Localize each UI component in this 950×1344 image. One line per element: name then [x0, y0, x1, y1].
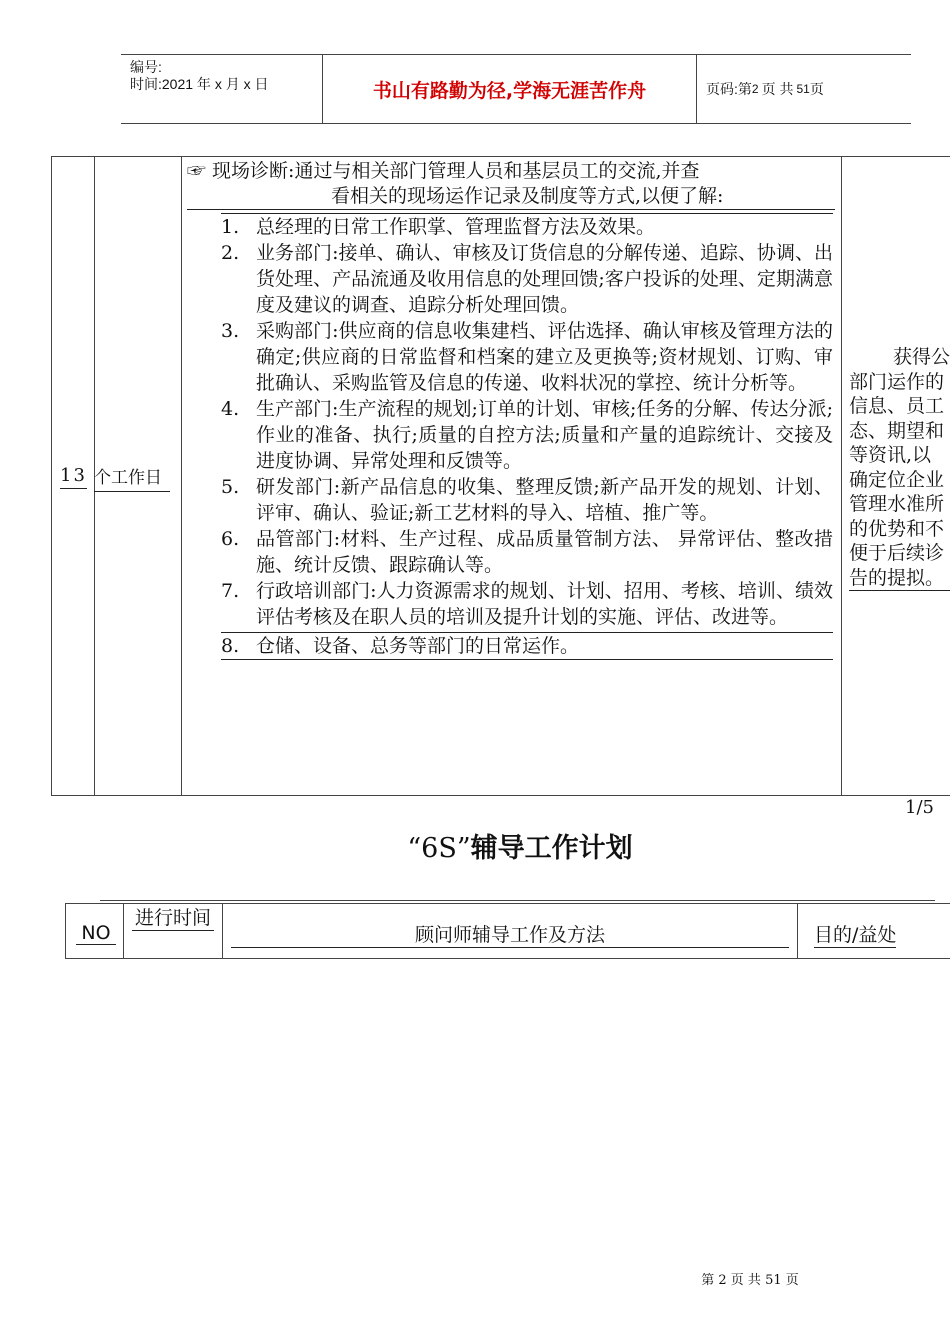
page-info-middle: 页 共	[761, 81, 794, 97]
page-header	[121, 54, 911, 124]
list-item-number: 5.	[221, 476, 240, 498]
goal-line: 信息、员工	[849, 395, 945, 417]
list-item-text: 品管部门:材料、生产过程、成品质量管制方法、 异常评估、整改措施、统计反馈、跟踪确认等。	[256, 528, 833, 576]
list-item-number: 8.	[221, 635, 240, 657]
row-number: 13	[60, 465, 87, 489]
method-cell	[181, 157, 841, 795]
list-item-number: 3.	[221, 320, 240, 342]
footer-current-page: 2	[718, 1273, 727, 1288]
list-item-text: 研发部门:新产品信息的收集、整理反馈;新产品开发的规划、计划、评审、确认、验证;新工艺材料的导入、培植、推广等。	[256, 476, 833, 524]
goal-line: 确定位企业	[849, 468, 945, 491]
list-item	[221, 396, 833, 474]
list-item-text: 行政培训部门:人力资源需求的规划、计划、招用、考核、培训、绩效评估考核及在职人员的培训及提升计划的实施、评估、改进等。	[256, 580, 833, 628]
plan-col-time-cell	[123, 904, 222, 958]
goal-line: 管理水准所	[849, 493, 945, 515]
diagnosis-line-1: ☞ 现场诊断:通过与相关部门管理人员和基层员工的交流,并查	[187, 160, 700, 182]
list-item	[221, 213, 833, 240]
title-open-quote: “	[407, 833, 422, 864]
page-info-total: 51	[796, 82, 810, 96]
list-item-text: 业务部门:接单、确认、审核及订货信息的分解传递、追踪、协调、出货处理、产品流通及收用信息的处理回馈;客户投诉的处理、定期满意度及建议的调查、追踪分析处理回馈。	[256, 242, 833, 316]
goal-line: 的优势和不	[849, 517, 945, 540]
row-duration: 个工作日	[94, 463, 170, 492]
list-item-number: 4.	[221, 398, 240, 420]
list-item-text: 仓储、设备、总务等部门的日常运作。	[256, 635, 580, 657]
consulting-plan-table	[51, 156, 950, 796]
footer-prefix: 第	[701, 1273, 715, 1288]
list-item	[221, 578, 833, 630]
header-meta	[121, 55, 323, 123]
diagnosis-line-2: 看相关的现场运作记录及制度等方式,以便了解:	[187, 184, 835, 210]
plan-col-goal-cell	[797, 904, 950, 958]
goal-line: 获得公	[893, 346, 950, 368]
goal-line: 便于后续诊	[849, 542, 945, 564]
list-item-number: 7.	[221, 580, 240, 602]
plan-col-no-cell	[65, 904, 123, 958]
plan-table-header	[65, 903, 950, 959]
plan-col-method-cell	[222, 904, 797, 958]
footer-suffix: 页	[785, 1273, 799, 1288]
title-code: 6S	[421, 833, 457, 864]
list-item	[221, 474, 833, 526]
goal-line: 告的提拟。	[849, 566, 950, 592]
goal-line: 等资讯,以	[849, 444, 932, 466]
title-divider	[100, 900, 935, 901]
goal-line: 部门运作的	[849, 370, 945, 393]
department-list	[221, 213, 833, 660]
title-text: 辅导工作计划	[470, 833, 633, 864]
title-close-quote: ”	[456, 833, 471, 864]
list-item-text: 采购部门:供应商的信息收集建档、评估选择、确认审核及管理方法的确定;供应商的日常监督和档案的建立及更换等;资材规划、订购、审批确认、采购监管及信息的传递、收料状况的掌控、统计分析等。	[256, 320, 833, 394]
page-info-prefix: 页码:第	[706, 81, 752, 97]
list-item-number: 6.	[221, 528, 240, 550]
plan-col-no: NO	[76, 922, 116, 945]
plan-col-method: 顾问师辅导工作及方法	[231, 920, 789, 948]
document-number-label: 编号:	[130, 59, 162, 75]
list-item	[221, 318, 833, 396]
row-number-cell	[51, 157, 94, 795]
goal-text	[849, 345, 950, 591]
document-time-label: 时间:2021 年 x 月 x 日	[130, 76, 269, 92]
list-item-text: 生产部门:生产流程的规划;订单的计划、审核;任务的分解、传达分派;作业的准备、执行;质量的自控方法;质量和产量的追踪统计、交接及进度协调、异常处理和反馈等。	[256, 398, 833, 472]
footer-total-pages: 51	[765, 1273, 782, 1288]
footer-middle: 页 共	[730, 1273, 761, 1288]
page-info-suffix: 页	[809, 81, 824, 97]
list-item-number: 1.	[221, 216, 240, 238]
plan-col-goal: 目的/益处	[814, 920, 896, 948]
plan-col-time: 进行时间	[132, 907, 214, 931]
plan-title	[0, 826, 950, 865]
section-page-marker: 1/5	[905, 797, 934, 818]
list-item	[221, 526, 833, 578]
row-time-cell	[94, 157, 181, 795]
list-item	[221, 240, 833, 318]
list-item-number: 2.	[221, 242, 240, 264]
page-info-current: 2	[751, 82, 759, 96]
page-footer	[0, 1269, 950, 1288]
list-item	[221, 632, 833, 660]
header-page-info	[696, 55, 911, 123]
goal-cell	[841, 157, 950, 795]
header-motto: 书山有路勤为径,学海无涯苦作舟	[323, 55, 697, 123]
goal-line: 态、期望和	[849, 419, 945, 442]
list-item-text: 总经理的日常工作职掌、管理监督方法及效果。	[256, 216, 656, 238]
diagnosis-intro	[187, 159, 835, 210]
